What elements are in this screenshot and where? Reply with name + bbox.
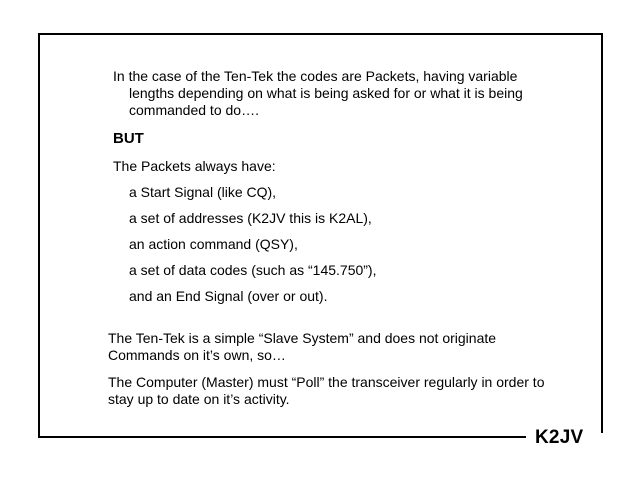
packets-paragraph: In the case of the Ten-Tek the codes are Packets, having variable lengths depending on what is being asked for or what it is being commanded to do….: [113, 68, 523, 118]
k2jv-logo: K2JV: [535, 427, 584, 448]
list-item-action-command: an action command (QSY),: [129, 236, 298, 252]
packets-intro: The Packets always have:: [113, 158, 276, 174]
frame-top-line: [38, 33, 603, 35]
frame-bottom-line: [38, 436, 526, 438]
poll-paragraph: The Computer (Master) must “Poll” the transceiver regularly in order to stay up to date on it’s activity.: [108, 374, 545, 407]
but-heading: BUT: [113, 130, 144, 147]
frame-right-line: [601, 33, 603, 433]
frame-left-line: [38, 33, 40, 437]
list-item-start-signal: a Start Signal (like CQ),: [129, 184, 277, 200]
slave-system-paragraph: The Ten-Tek is a simple “Slave System” and does not originate Commands on it’s own, so…: [108, 330, 497, 363]
list-item-data-codes: a set of data codes (such as “145.750”),: [129, 262, 377, 278]
list-item-end-signal: and an End Signal (over or out).: [129, 288, 328, 304]
list-item-addresses: a set of addresses (K2JV this is K2AL),: [129, 210, 372, 226]
